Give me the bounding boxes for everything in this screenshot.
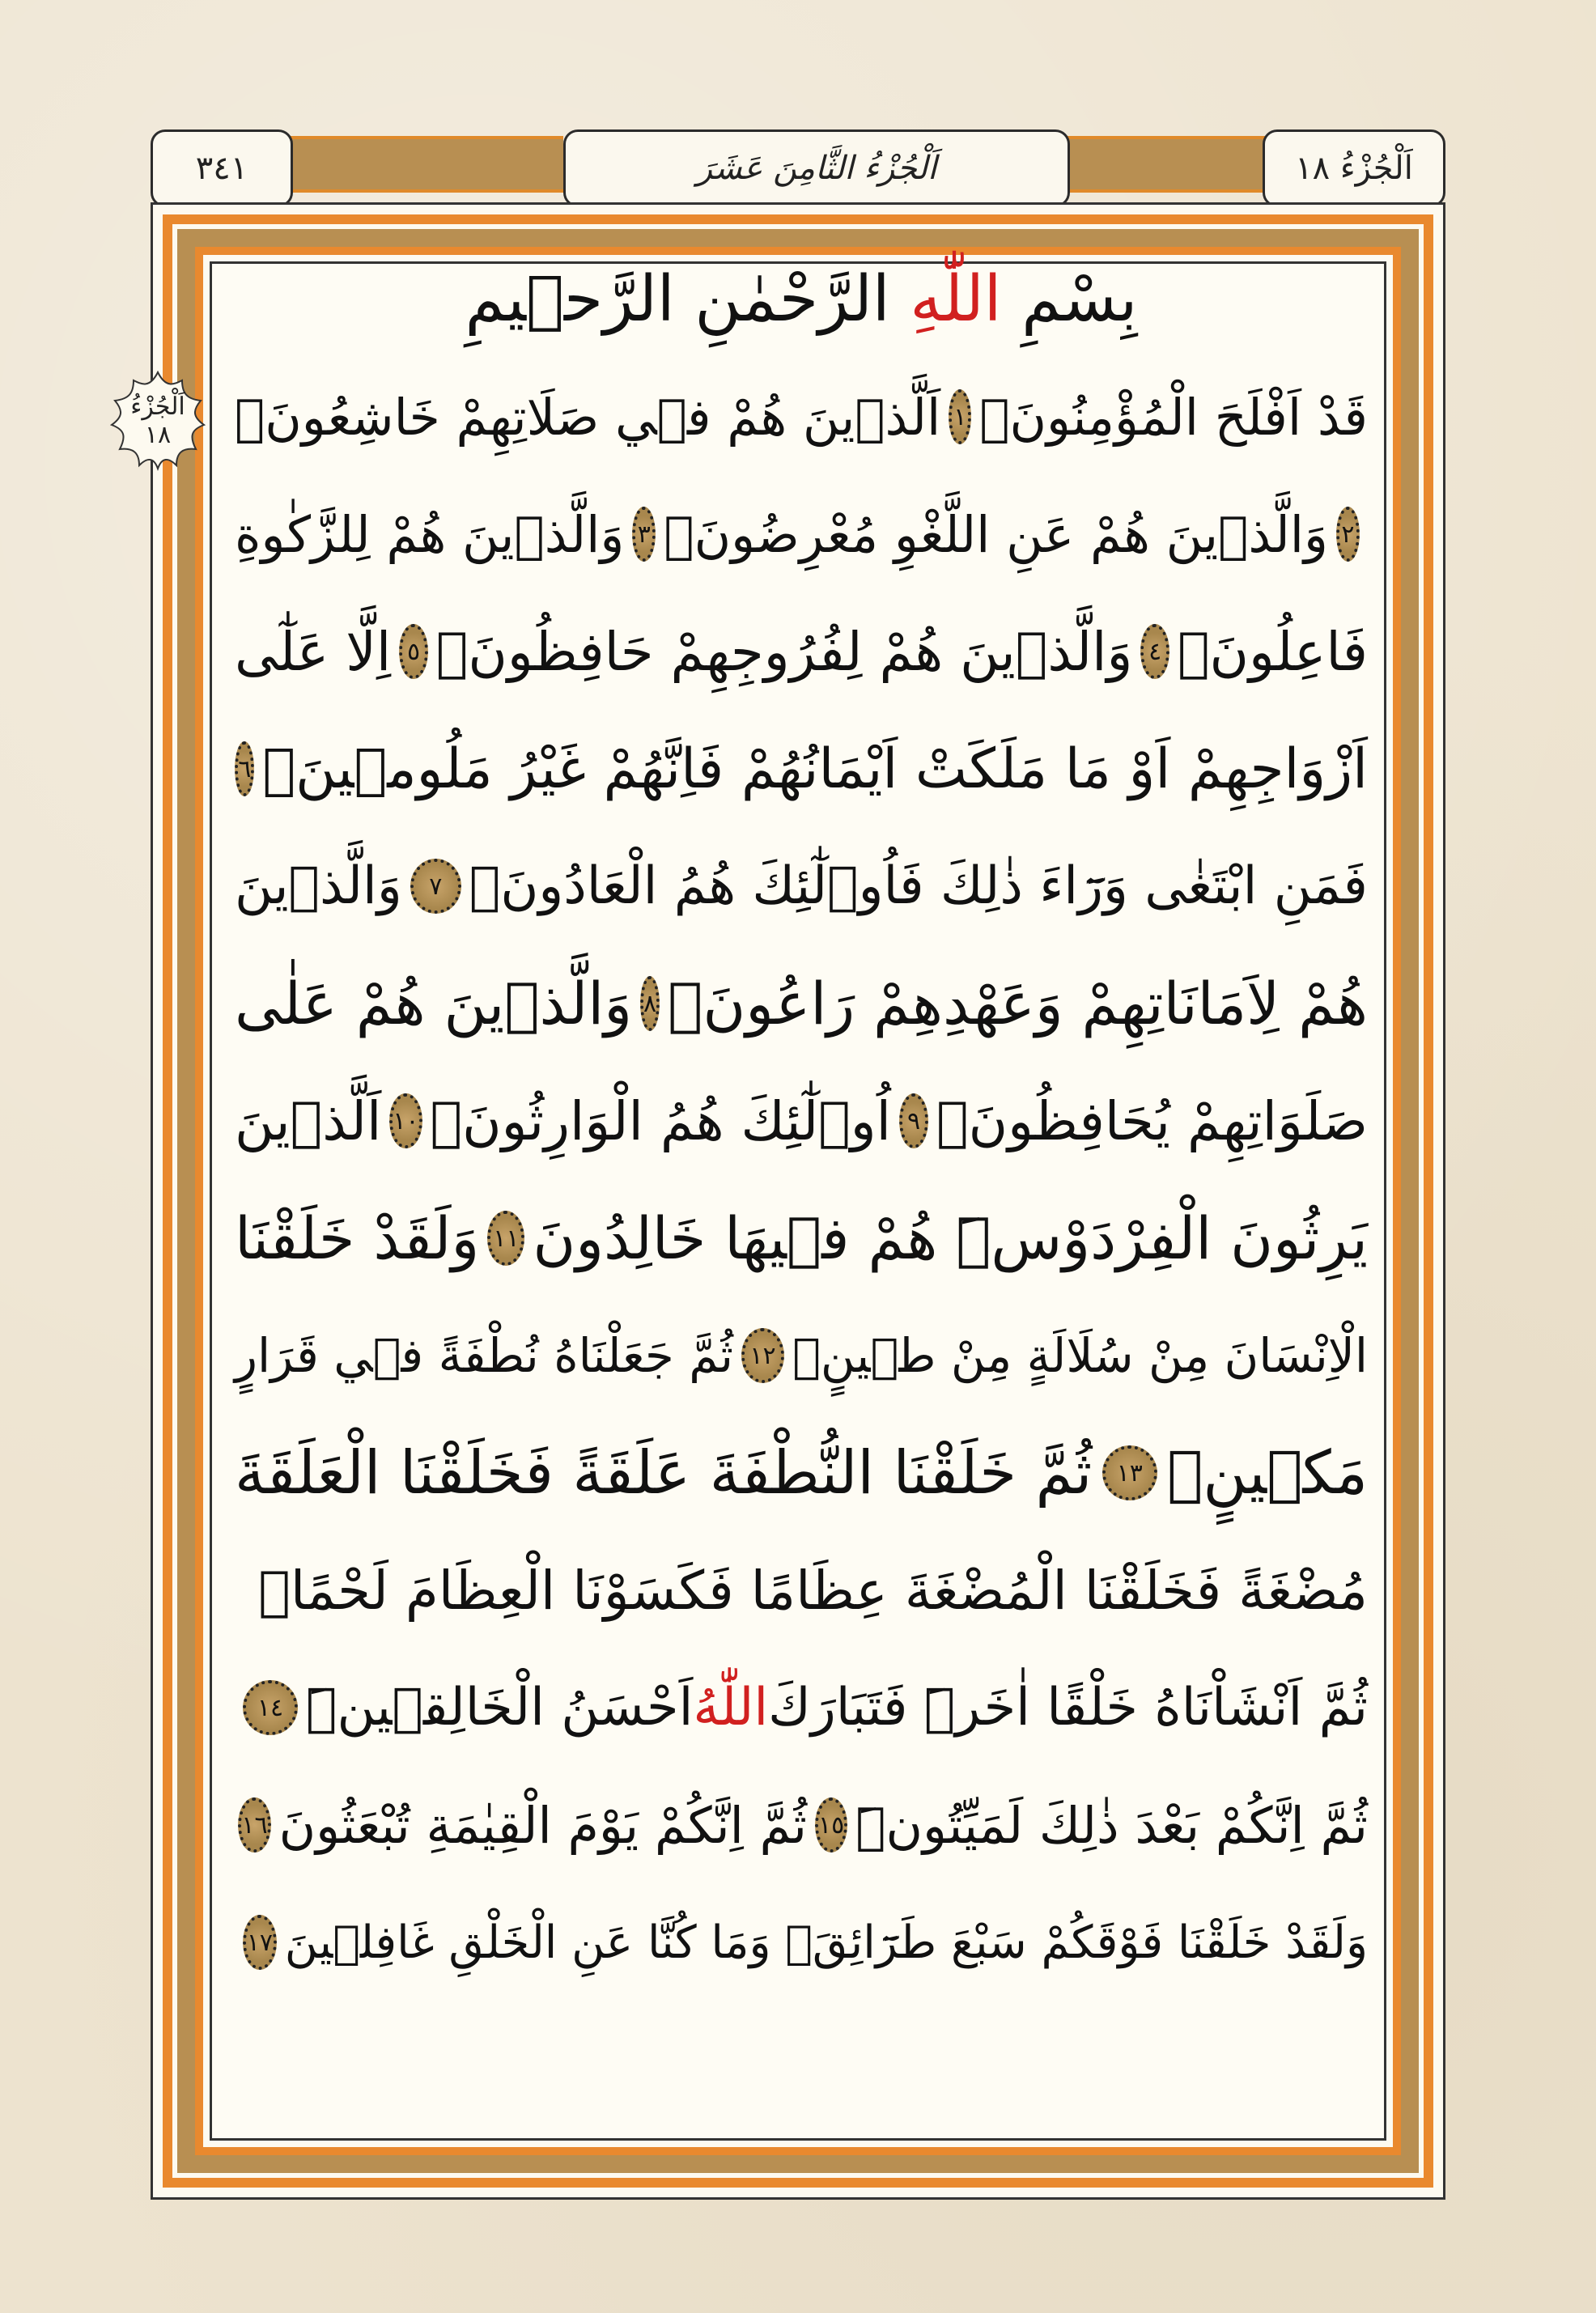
ayah-text: فَاعِلُونَۙ — [1177, 620, 1368, 683]
text-line-8 — [235, 1182, 1368, 1295]
juz-number: اَلْجُزْءُ ١٨ — [1263, 129, 1445, 207]
ayah-text: مُضْغَةً فَخَلَقْنَا الْمُضْغَةَ عِظَامًا فَكَسَوْنَا الْعِظَامَ لَحْمًاۗ — [258, 1559, 1368, 1622]
page-number: ٣٤١ — [151, 129, 293, 207]
text-line-3 — [235, 595, 1368, 708]
ayah-text: الْاِنْسَانَ مِنْ سُلَالَةٍ مِنْ ط۪ينٍۚ — [792, 1328, 1368, 1383]
ayah-text: وَلَقَدْ خَلَقْنَا — [235, 1204, 480, 1272]
ayah-marker: ١٧ — [243, 1915, 277, 1970]
ayah-marker: ٤ — [1140, 624, 1169, 679]
juz-rosette-marker — [105, 368, 210, 473]
ayah-text: وَالَّذ۪ينَ هُمْ عَلٰى — [235, 970, 633, 1038]
text-line-1 — [235, 360, 1368, 473]
ayah-text: ثُمَّ خَلَقْنَا النُّطْفَةَ عَلَقَةً فَخَلَقْنَا الْعَلَقَةَ — [235, 1438, 1093, 1508]
ayah-marker: ٢ — [1336, 507, 1360, 562]
ayah-text: ثُمَّ جَعَلْنَاهُ نُطْفَةً ف۪ي قَرَارٍ — [235, 1328, 733, 1383]
juz-title: اَلْجُزْءُ الثَّامِنَ عَشَرَ — [563, 129, 1070, 207]
text-line-10 — [235, 1416, 1368, 1530]
ayah-marker: ١٥ — [815, 1797, 847, 1853]
ayah-text: يَرِثُونَ الْفِرْدَوْسَۜ هُمْ ف۪يهَا خَالِدُونَ — [533, 1204, 1368, 1272]
ayah-marker: ١٤ — [243, 1680, 298, 1735]
ayah-marker: ٨ — [640, 976, 660, 1031]
text-line-5 — [235, 830, 1368, 943]
ayah-text: وَالَّذ۪ينَ هُمْ لِلزَّكٰوةِ — [235, 504, 625, 564]
basmala-allah: اللّٰهِ — [910, 263, 1002, 336]
ayah-text: وَلَقَدْ خَلَقْنَا فَوْقَكُمْ سَبْعَ طَرَٓائِقَۗ وَمَا كُنَّا عَنِ الْخَلْقِ غَافِل۪ينَ — [284, 1916, 1368, 1969]
text-line-13 — [235, 1768, 1368, 1882]
text-line-6 — [235, 947, 1368, 1060]
ayah-text: ثُمَّ اِنَّكُمْ يَوْمَ الْقِيٰمَةِ تُبْعَثُونَ — [278, 1795, 808, 1855]
ayah-marker: ١٦ — [238, 1797, 270, 1853]
ayah-text: اَلَّذ۪ينَ — [235, 1089, 382, 1152]
allah-word: اللّٰهُ — [693, 1678, 769, 1738]
text-line-9 — [235, 1299, 1368, 1412]
ayah-marker: ٩ — [899, 1093, 928, 1148]
header-band-left — [288, 136, 563, 193]
basmala-part1: بِسْمِ — [1021, 263, 1138, 336]
ayah-text: هُمْ لِاَمَانَاتِهِمْ وَعَهْدِهِمْ رَاعُونَۙ — [668, 970, 1368, 1038]
text-line-2 — [235, 477, 1368, 591]
rosette-label: اَلْجُزْءُ — [130, 393, 185, 421]
ayah-text: وَالَّذ۪ينَ هُمْ عَنِ اللَّغْوِ مُعْرِضُونَۙ — [664, 504, 1328, 564]
ayah-marker: ٥ — [399, 624, 428, 679]
rosette-number: ١٨ — [144, 421, 172, 449]
text-line-14 — [235, 1886, 1368, 1999]
basmala-part2: الرَّحْمٰنِ الرَّح۪يمِ — [465, 263, 890, 336]
ayah-text: وَالَّذ۪ينَ — [235, 856, 402, 916]
ayah-text: ثُمَّ اَنْشَاْنَاهُ خَلْقًا اٰخَرَۜ فَتَبَارَكَ — [768, 1678, 1368, 1738]
ayah-text: فَمَنِ ابْتَغٰى وَرَٓاءَ ذٰلِكَ فَاُو۬لٰٓئِكَ هُمُ الْعَادُونَۚ — [469, 856, 1368, 916]
ayah-marker: ١٠ — [389, 1093, 422, 1148]
header-band-right — [1065, 136, 1267, 193]
basmala — [235, 243, 1368, 356]
text-line-4 — [235, 712, 1368, 825]
ayah-marker: ١٢ — [741, 1328, 784, 1383]
ayah-marker: ١١ — [487, 1211, 524, 1266]
ayah-text: قَدْ اَفْلَحَ الْمُؤْمِنُونَۙ — [979, 387, 1368, 447]
ayah-text: اَلَّذ۪ينَ هُمْ ف۪ي صَلَاتِهِمْ خَاشِعُونَۙ — [235, 387, 941, 447]
quran-text — [235, 243, 1368, 2088]
ayah-text: وَالَّذ۪ينَ هُمْ لِفُرُوجِهِمْ حَافِظُونَۙ — [435, 620, 1133, 683]
ayah-marker: ١ — [949, 389, 971, 444]
ayah-marker: ٣ — [632, 507, 656, 562]
ayah-marker: ٧ — [410, 859, 461, 914]
ayah-text: مَك۪ينٍۖ — [1167, 1438, 1368, 1508]
ayah-text: اِلَّا عَلٰٓى — [235, 620, 392, 683]
ayah-text: صَلَوَاتِهِمْ يُحَافِظُونَۢ — [936, 1089, 1368, 1152]
ayah-text: اُو۬لٰٓئِكَ هُمُ الْوَارِثُونَۙ — [430, 1089, 891, 1152]
ayah-text: اَزْوَاجِهِمْ اَوْ مَا مَلَكَتْ اَيْمَانُهُمْ فَاِنَّهُمْ غَيْرُ مَلُوم۪ينَۚ — [262, 736, 1368, 801]
page-header — [151, 129, 1445, 207]
ayah-marker: ٦ — [235, 741, 254, 796]
ayah-text: اَحْسَنُ الْخَالِق۪ينَۜ — [306, 1678, 694, 1738]
text-line-7 — [235, 1064, 1368, 1178]
text-line-12 — [235, 1651, 1368, 1764]
ayah-marker: ١٣ — [1102, 1445, 1157, 1500]
text-line-11 — [235, 1534, 1368, 1647]
ayah-text: ثُمَّ اِنَّكُمْ بَعْدَ ذٰلِكَ لَمَيِّتُونَۜ — [855, 1795, 1368, 1855]
